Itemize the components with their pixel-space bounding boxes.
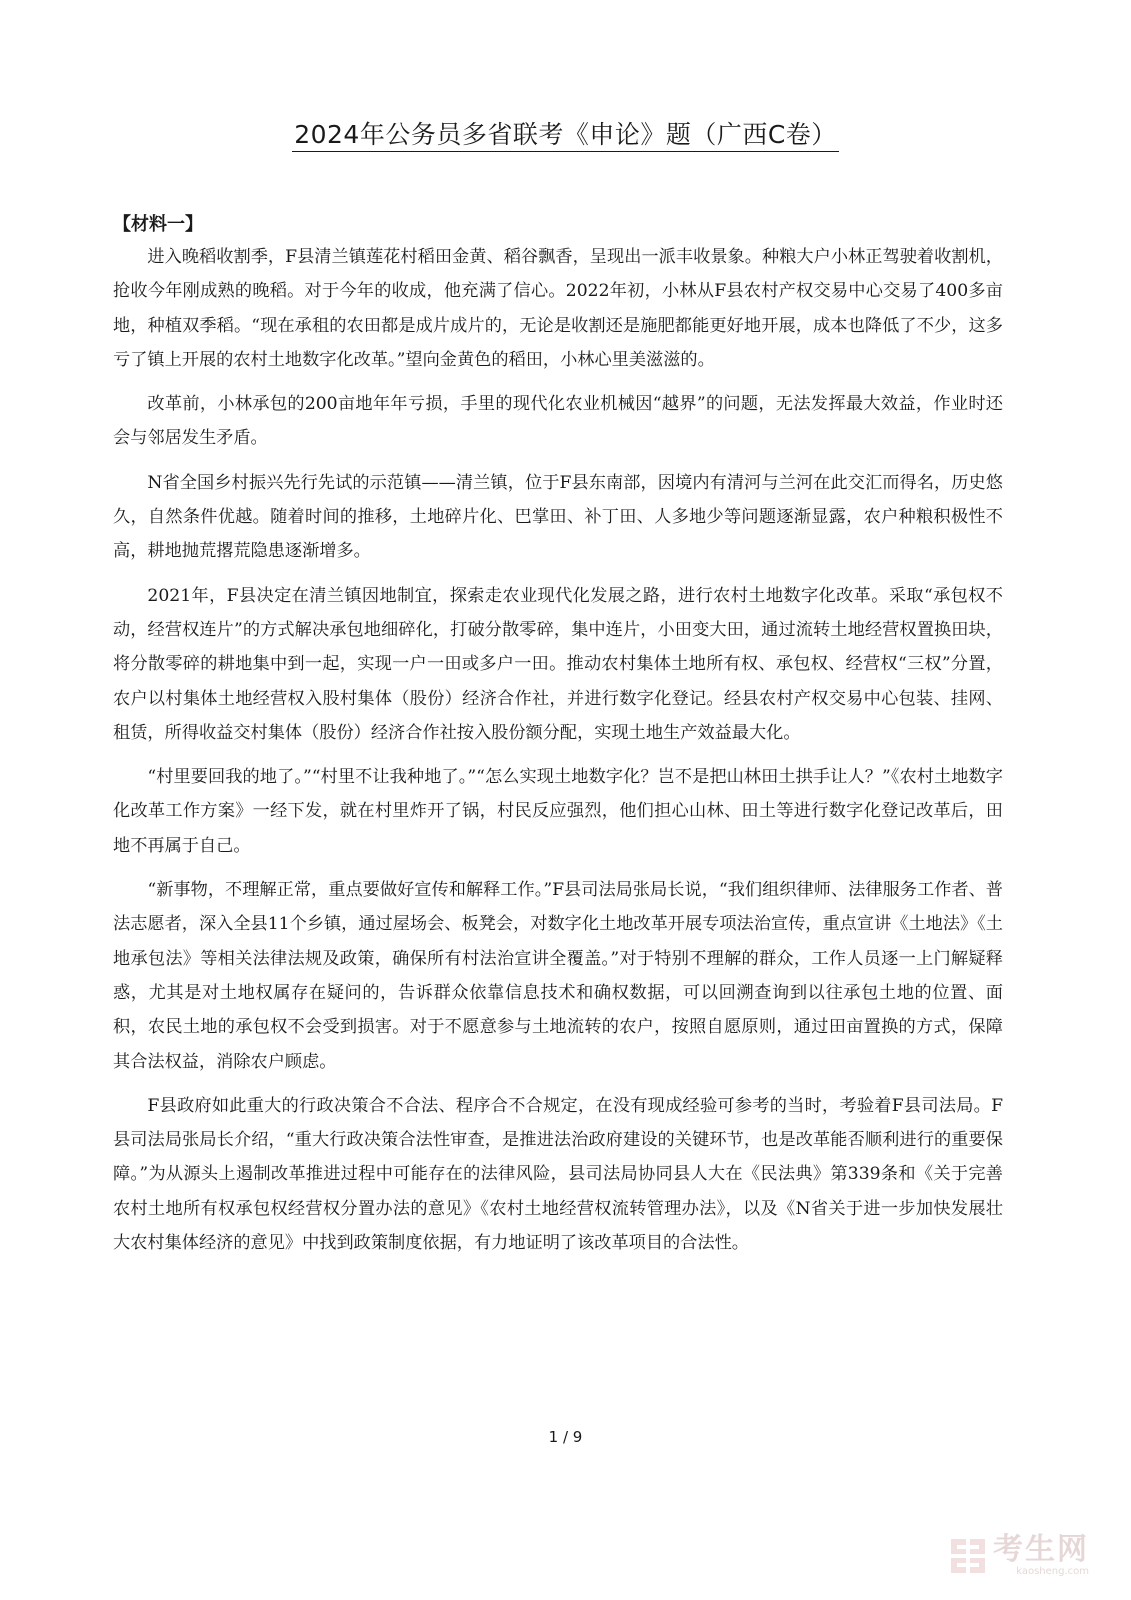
paragraph-1: 进入晚稻收割季，F县清兰镇莲花村稻田金黄、稻谷飘香，呈现出一派丰收景象。种粮大户小林正驾驶着收割机，抢收今年刚成熟的晚稻。对于今年的收成，他充满了信心。2022年初，小林从F县农村产权交易中心交易了400多亩地，种植双季稻。“现在承租的农田都是成片成片的，无论是收割还是施肥都能更好地开展，成本也降低了不少，这多亏了镇上开展的农村土地数字化改革。”望向金黄色的稻田，小林心里美滋滋的。 <box>113 247 1003 370</box>
kaosheng-logo-icon <box>949 1537 987 1575</box>
paragraph-6: “新事物，不理解正常，重点要做好宣传和解释工作。”F县司法局张局长说，“我们组织律师、法律服务工作者、普法志愿者，深入全县11个乡镇，通过屋场会、板凳会，对数字化土地改革开展专项法治宣传，重点宣讲《土地法》《土地承包法》等相关法律法规及政策，确保所有村法治宣讲全覆盖。”对于特别不理解的群众，工作人员逐一上门解疑释惑，尤其是对土地权属存在疑问的，告诉群众依靠信息技术和确权数据，可以回溯查询到以往承包土地的位置、面积，农民土地的承包权不会受到损害。对于不愿意参与土地流转的农户，按照自愿原则，通过田亩置换的方式，保障其合法权益，消除农户顾虑。 <box>113 880 1003 1072</box>
document-body <box>113 212 1003 1270</box>
page-number: 1 / 9 <box>548 1428 583 1446</box>
watermark-site-url: kaosheng.com <box>1016 1566 1089 1577</box>
watermark <box>949 1534 1089 1578</box>
paragraph-2: 改革前，小林承包的200亩地年年亏损，手里的现代化农业机械因“越界”的问题，无法发挥最大效益，作业时还会与邻居发生矛盾。 <box>113 394 1003 449</box>
paragraph-7: F县政府如此重大的行政决策合不合法、程序合不合规定，在没有现成经验可参考的当时，考验着F县司法局。F县司法局张局长介绍，“重大行政决策合法性审查，是推进法治政府建设的关键环节，也是改革能否顺利进行的重要保障。”为从源头上遏制改革推进过程中可能存在的法律风险，县司法局协同县人大在《民法典》第339条和《关于完善农村土地所有权承包权经营权分置办法的意见》《农村土地经营权流转管理办法》，以及《N省关于进一步加快发展壮大农村集体经济的意见》中找到政策制度依据，有力地证明了该改革项目的合法性。 <box>113 1095 1003 1254</box>
document-title-text: 2024年公务员多省联考《申论》题（广西C卷） <box>292 120 839 152</box>
paragraph-4: 2021年，F县决定在清兰镇因地制宜，探索走农业现代化发展之路，进行农村土地数字化改革。采取“承包权不动，经营权连片”的方式解决承包地细碎化，打破分散零碎，集中连片，小田变大田，通过流转土地经营权置换田块，将分散零碎的耕地集中到一起，实现一户一田或多户一田。推动农村集体土地所有权、承包权、经营权“三权”分置，农户以村集体土地经营权入股村集体（股份）经济合作社，并进行数字化登记。经县农村产权交易中心包装、挂网、租赁，所得收益交村集体（股份）经济合作社按入股份额分配，实现土地生产效益最大化。 <box>113 585 1003 743</box>
watermark-site-name: 考生网 <box>993 1532 1089 1567</box>
paragraph-3: N省全国乡村振兴先行先试的示范镇——清兰镇，位于F县东南部，因境内有清河与兰河在此交汇而得名，历史悠久，自然条件优越。随着时间的推移，土地碎片化、巴掌田、补丁田、人多地少等问题逐渐显露，农户种粮积极性不高，耕地抛荒撂荒隐患逐渐增多。 <box>113 472 1003 562</box>
document-title <box>0 118 1131 152</box>
paragraph-5: “村里要回我的地了。”“村里不让我种地了。”“怎么实现土地数字化？岂不是把山林田土拱手让人？”《农村土地数字化改革工作方案》一经下发，就在村里炸开了锅，村民反应强烈，他们担心山林、田土等进行数字化登记改革后，田地不再属于自己。 <box>113 767 1003 856</box>
section-label: 【材料一】 <box>113 214 203 235</box>
watermark-text <box>993 1534 1089 1578</box>
